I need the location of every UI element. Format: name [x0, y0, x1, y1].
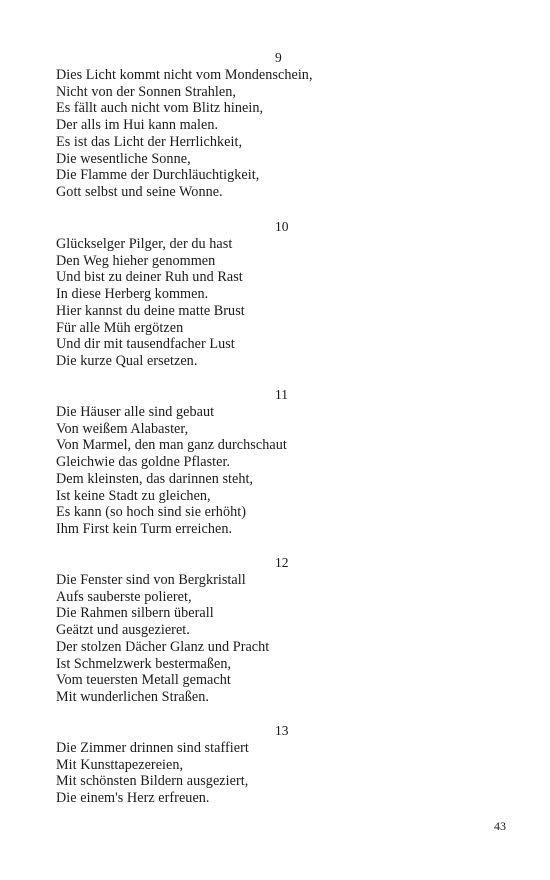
stanza-lines: [56, 67, 516, 201]
verse-line: Geätzt und ausgezieret.: [56, 622, 190, 639]
verse-line: Für alle Müh ergötzen: [56, 319, 184, 336]
verse-line: Es kann (so hoch sind sie erhöht): [56, 504, 246, 521]
verse-line: Die Zimmer drinnen sind staffiert: [56, 740, 249, 756]
verse-line: Von Marmel, den man ganz durchschaut: [56, 437, 287, 454]
stanza-number: 9: [275, 50, 282, 65]
verse-line: Die Flamme der Durchläuchtigkeit,: [56, 167, 260, 184]
verse-line: Nicht von der Sonnen Strahlen,: [56, 83, 236, 100]
verse-line: Die wesentliche Sonne,: [56, 150, 191, 167]
stanza-lines: [56, 404, 516, 538]
verse-line: Gleichwie das goldne Pflaster.: [56, 454, 231, 471]
verse-line: Den Weg hieher genommen: [56, 252, 216, 269]
verse-line: Ist Schmelzwerk bestermaßen,: [56, 655, 232, 672]
verse-line: Es ist das Licht der Herrlichkeit,: [56, 133, 243, 150]
verse-line: Glückselger Pilger, der du hast: [56, 236, 233, 252]
verse-line: Gott selbst und seine Wonne.: [56, 183, 223, 200]
verse-line: Der stolzen Dächer Glanz und Pracht: [56, 638, 270, 655]
verse-line: Hier kannst du deine matte Brust: [56, 302, 245, 319]
verse-line: Die Häuser alle sind gebaut: [56, 404, 215, 420]
verse-line: Die Rahmen silbern überall: [56, 605, 214, 622]
verse-line: Ihm First kein Turm erreichen.: [56, 520, 233, 537]
stanza-lines: [56, 236, 516, 370]
verse-line: Mit Kunsttapezereien,: [56, 756, 184, 773]
verse-line: Aufs sauberste polieret,: [56, 588, 192, 605]
verse-line: Mit schönsten Bildern ausgeziert,: [56, 773, 249, 790]
stanza-number: 13: [275, 723, 289, 738]
verse-line: Dem kleinsten, das darinnen steht,: [56, 470, 254, 487]
stanza-number: 11: [275, 387, 288, 402]
verse-line: Vom teuersten Metall gemacht: [56, 672, 231, 689]
verse-line: Es fällt auch nicht vom Blitz hinein,: [56, 100, 264, 117]
stanza-lines: [56, 572, 516, 706]
stanza-lines: [56, 740, 516, 807]
verse-line: Die Fenster sind von Bergkristall: [56, 572, 246, 588]
verse-line: Von weißem Alabaster,: [56, 420, 189, 437]
verse-line: Der alls im Hui kann malen.: [56, 117, 219, 134]
verse-line: Mit wunderlichen Straßen.: [56, 688, 209, 705]
stanza-number: 10: [275, 219, 289, 234]
verse-line: In diese Herberg kommen.: [56, 286, 209, 303]
verse-line: Und bist zu deiner Ruh und Rast: [56, 269, 243, 286]
verse-line: Die kurze Qual ersetzen.: [56, 352, 198, 369]
page-number: 43: [494, 819, 506, 833]
verse-line: Und dir mit tausendfacher Lust: [56, 336, 235, 353]
verse-line: Die einem's Herz erfreuen.: [56, 790, 210, 807]
stanza-number: 12: [275, 555, 289, 570]
verse-line: Dies Licht kommt nicht vom Mondenschein,: [56, 67, 313, 83]
verse-line: Ist keine Stadt zu gleichen,: [56, 487, 211, 504]
